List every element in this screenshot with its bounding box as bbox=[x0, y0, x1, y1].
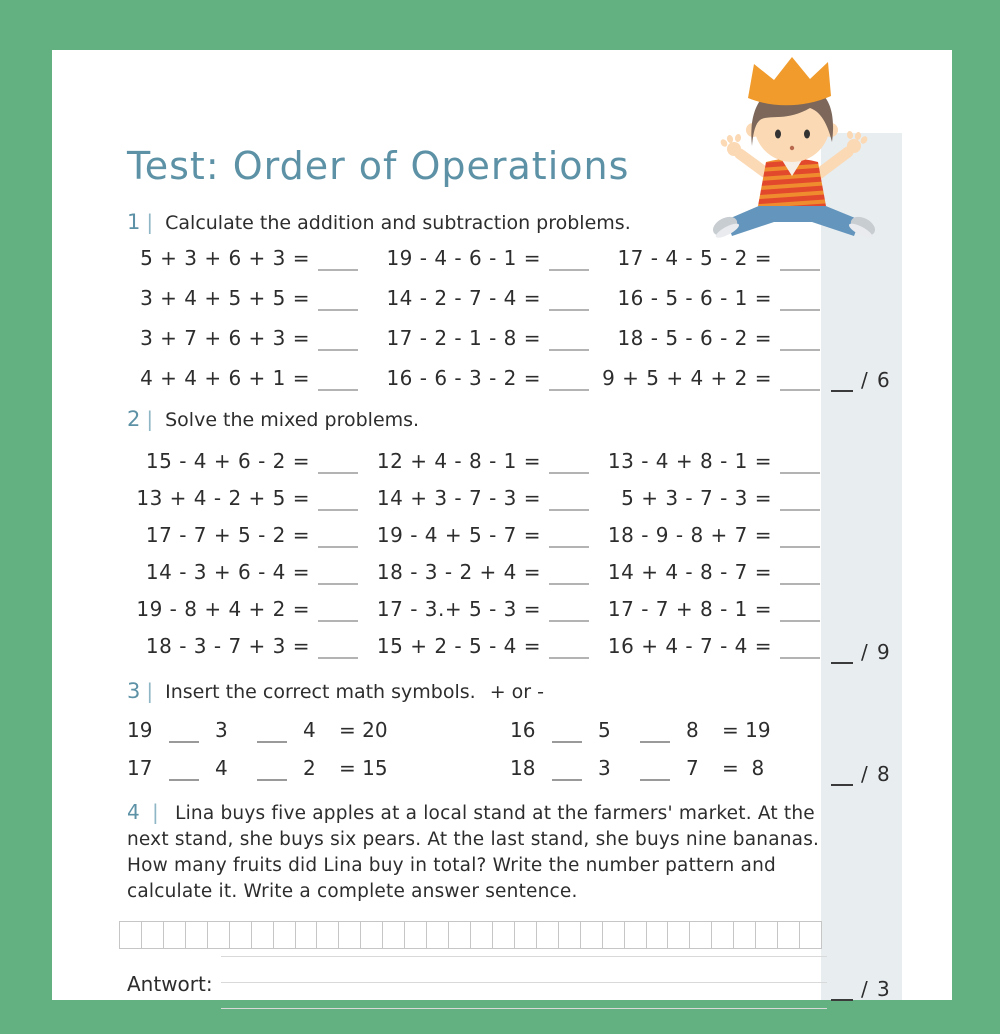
problem-row bbox=[127, 245, 827, 271]
section-3-divider: | bbox=[146, 678, 154, 703]
score-blank[interactable] bbox=[831, 644, 853, 664]
answer-blank[interactable] bbox=[780, 287, 820, 311]
operand: 18 bbox=[510, 755, 536, 780]
math-problem bbox=[358, 633, 589, 659]
score-blank[interactable] bbox=[831, 766, 853, 786]
problem-expression: 17 - 2 - 1 - 8 = bbox=[386, 325, 541, 350]
score-slash: / bbox=[861, 640, 868, 664]
score-blank[interactable] bbox=[831, 372, 853, 392]
answer-blank[interactable] bbox=[318, 450, 358, 474]
answer-blank[interactable] bbox=[318, 287, 358, 311]
answer-label: Antwort: bbox=[127, 971, 213, 996]
answer-writing-lines[interactable] bbox=[221, 956, 827, 1034]
grid-cell[interactable] bbox=[207, 921, 229, 949]
section-2-number: 2 bbox=[127, 406, 141, 431]
worksheet-page bbox=[52, 50, 952, 1000]
answer-blank[interactable] bbox=[549, 327, 589, 351]
answer-line[interactable] bbox=[221, 982, 827, 1008]
operand: 8 bbox=[686, 717, 699, 742]
math-problem bbox=[127, 596, 358, 622]
problem-expression: 18 - 3 - 7 + 3 = bbox=[145, 633, 310, 658]
score-column-band bbox=[821, 133, 902, 1000]
problem-expression: 18 - 3 - 2 + 4 = bbox=[376, 559, 541, 584]
math-problem bbox=[127, 245, 358, 271]
grid-cell[interactable] bbox=[536, 921, 558, 949]
grid-cell[interactable] bbox=[514, 921, 536, 949]
math-problem bbox=[589, 522, 820, 548]
problem-expression: 15 + 2 - 5 - 4 = bbox=[376, 633, 541, 658]
section-1-problems bbox=[127, 245, 827, 391]
grid-cell[interactable] bbox=[470, 921, 492, 949]
answer-blank[interactable] bbox=[549, 367, 589, 391]
symbol-problem bbox=[510, 717, 771, 743]
math-problem bbox=[358, 485, 589, 511]
score-slash: / bbox=[861, 762, 868, 786]
math-problem bbox=[127, 633, 358, 659]
grid-cell[interactable] bbox=[602, 921, 624, 949]
grid-cell[interactable] bbox=[295, 921, 317, 949]
math-problem bbox=[358, 245, 589, 271]
section-3-header bbox=[127, 679, 827, 703]
grid-cell[interactable] bbox=[382, 921, 404, 949]
operand: 16 bbox=[510, 717, 536, 742]
symbol-blank[interactable] bbox=[169, 759, 199, 781]
section-2-instruction: Solve the mixed problems. bbox=[165, 408, 420, 431]
problem-row bbox=[127, 485, 827, 511]
answer-blank[interactable] bbox=[318, 327, 358, 351]
problem-row bbox=[127, 285, 827, 311]
grid-cell[interactable] bbox=[667, 921, 689, 949]
problem-expression: 4 + 4 + 6 + 1 = bbox=[140, 365, 310, 390]
section-2-score bbox=[831, 640, 890, 664]
grid-cell[interactable] bbox=[448, 921, 470, 949]
math-problem bbox=[589, 596, 820, 622]
math-problem bbox=[358, 365, 589, 391]
section-4-text: Lina buys five apples at a local stand at the farmers' market. At the next stand, she buys six pears. At the last stand, she buys nine bananas. How many fruits did Lina buy in total? Write the number pattern and calculate it. Write a complete answer sentence. bbox=[127, 802, 820, 902]
grid-cell[interactable] bbox=[185, 921, 207, 949]
problem-expression: 19 - 4 - 6 - 1 = bbox=[386, 245, 541, 270]
math-problem bbox=[589, 448, 820, 474]
math-problem bbox=[127, 559, 358, 585]
grid-cell[interactable] bbox=[777, 921, 799, 949]
answer-blank[interactable] bbox=[549, 450, 589, 474]
math-problem bbox=[589, 285, 820, 311]
crown-icon bbox=[748, 57, 831, 105]
answer-blank[interactable] bbox=[549, 635, 589, 659]
section-3-score bbox=[831, 762, 890, 786]
math-problem bbox=[589, 365, 820, 391]
answer-blank[interactable] bbox=[549, 524, 589, 548]
answer-blank[interactable] bbox=[780, 487, 820, 511]
grid-cell[interactable] bbox=[229, 921, 251, 949]
score-total: 8 bbox=[877, 762, 890, 786]
answer-blank[interactable] bbox=[549, 598, 589, 622]
grid-cell[interactable] bbox=[404, 921, 426, 949]
math-problem bbox=[127, 325, 358, 351]
section-2-divider: | bbox=[146, 406, 154, 431]
score-slash: / bbox=[861, 368, 868, 392]
problem-expression: 13 + 4 - 2 + 5 = bbox=[136, 485, 310, 510]
grid-cell[interactable] bbox=[580, 921, 602, 949]
math-problem bbox=[358, 559, 589, 585]
math-problem bbox=[589, 325, 820, 351]
section-1-score bbox=[831, 368, 890, 392]
grid-cell[interactable] bbox=[755, 921, 777, 949]
answer-blank[interactable] bbox=[549, 487, 589, 511]
grid-cell[interactable] bbox=[163, 921, 185, 949]
problem-expression: 16 - 5 - 6 - 1 = bbox=[617, 285, 772, 310]
math-problem bbox=[127, 285, 358, 311]
grid-cell[interactable] bbox=[251, 921, 273, 949]
problem-expression: 19 - 4 + 5 - 7 = bbox=[376, 522, 541, 547]
problem-row bbox=[127, 325, 827, 351]
score-blank[interactable] bbox=[831, 981, 853, 1001]
grid-cell[interactable] bbox=[426, 921, 448, 949]
problem-row bbox=[127, 365, 827, 391]
answer-blank[interactable] bbox=[780, 367, 820, 391]
problem-expression: 16 - 6 - 3 - 2 = bbox=[386, 365, 541, 390]
math-problem bbox=[589, 559, 820, 585]
equation-result: = 15 bbox=[339, 755, 388, 780]
worksheet-content bbox=[52, 146, 827, 1034]
problem-expression: 17 - 4 - 5 - 2 = bbox=[617, 245, 772, 270]
answer-blank[interactable] bbox=[780, 247, 820, 271]
answer-blank[interactable] bbox=[549, 561, 589, 585]
section-3-symbols-hint: + or - bbox=[489, 680, 544, 703]
symbol-blank[interactable] bbox=[257, 759, 287, 781]
grid-cell[interactable] bbox=[141, 921, 163, 949]
right-eye bbox=[804, 130, 810, 139]
symbol-blank[interactable] bbox=[640, 721, 670, 743]
equation-result: = 19 bbox=[722, 717, 771, 742]
equation-result: = 20 bbox=[339, 717, 388, 742]
math-problem bbox=[358, 596, 589, 622]
problem-row bbox=[127, 448, 827, 474]
problem-row bbox=[127, 596, 827, 622]
equation-result: = 8 bbox=[722, 755, 765, 780]
problem-expression: 17 - 7 + 8 - 1 = bbox=[607, 596, 772, 621]
problem-expression: 15 - 4 + 6 - 2 = bbox=[145, 448, 310, 473]
problem-expression: 17 - 7 + 5 - 2 = bbox=[145, 522, 310, 547]
problem-expression: 3 + 4 + 5 + 5 = bbox=[140, 285, 310, 310]
section-3-instruction: Insert the correct math symbols. bbox=[165, 680, 476, 703]
grid-cell[interactable] bbox=[689, 921, 711, 949]
answer-blank[interactable] bbox=[318, 635, 358, 659]
math-problem bbox=[127, 448, 358, 474]
answer-blank[interactable] bbox=[780, 327, 820, 351]
problem-expression: 18 - 9 - 8 + 7 = bbox=[607, 522, 772, 547]
answer-blank[interactable] bbox=[318, 367, 358, 391]
answer-blank[interactable] bbox=[780, 561, 820, 585]
operand: 3 bbox=[598, 755, 611, 780]
math-problem bbox=[589, 485, 820, 511]
section-1-instruction: Calculate the addition and subtraction problems. bbox=[165, 211, 631, 234]
problem-expression: 9 + 5 + 4 + 2 = bbox=[602, 365, 772, 390]
section-2-header bbox=[127, 407, 827, 431]
score-total: 9 bbox=[877, 640, 890, 664]
answer-blank[interactable] bbox=[780, 524, 820, 548]
problem-expression: 16 + 4 - 7 - 4 = bbox=[607, 633, 772, 658]
problem-expression: 3 + 7 + 6 + 3 = bbox=[140, 325, 310, 350]
answer-blank[interactable] bbox=[318, 487, 358, 511]
operand: 2 bbox=[303, 755, 316, 780]
answer-block bbox=[127, 956, 827, 1034]
answer-blank[interactable] bbox=[549, 247, 589, 271]
symbol-problem bbox=[127, 755, 510, 781]
operand: 19 bbox=[127, 717, 153, 742]
symbol-problem-row bbox=[127, 717, 827, 743]
math-problem bbox=[358, 522, 589, 548]
symbol-blank[interactable] bbox=[257, 721, 287, 743]
operand: 5 bbox=[598, 717, 611, 742]
problem-expression: 5 + 3 - 7 - 3 = bbox=[621, 485, 772, 510]
calculation-grid bbox=[119, 921, 822, 949]
answer-blank[interactable] bbox=[318, 561, 358, 585]
operand: 17 bbox=[127, 755, 153, 780]
grid-cell[interactable] bbox=[338, 921, 360, 949]
grid-cell[interactable] bbox=[360, 921, 382, 949]
math-problem bbox=[358, 448, 589, 474]
problem-expression: 19 - 8 + 4 + 2 = bbox=[136, 596, 310, 621]
answer-line[interactable] bbox=[221, 1008, 827, 1034]
symbol-blank[interactable] bbox=[552, 721, 582, 743]
problem-expression: 5 + 3 + 6 + 3 = bbox=[140, 245, 310, 270]
problem-expression: 14 + 4 - 8 - 7 = bbox=[607, 559, 772, 584]
math-problem bbox=[127, 522, 358, 548]
grid-cell[interactable] bbox=[799, 921, 821, 949]
section-1-header bbox=[127, 210, 827, 234]
answer-blank[interactable] bbox=[780, 450, 820, 474]
page-title: Test: Order of Operations bbox=[127, 144, 630, 188]
math-problem bbox=[127, 365, 358, 391]
problem-row bbox=[127, 633, 827, 659]
problem-expression: 14 + 3 - 7 - 3 = bbox=[376, 485, 541, 510]
grid-cell[interactable] bbox=[273, 921, 295, 949]
symbol-problem bbox=[127, 717, 510, 743]
section-3-problems bbox=[127, 717, 827, 781]
grid-cell[interactable] bbox=[733, 921, 755, 949]
answer-blank[interactable] bbox=[318, 598, 358, 622]
grid-cell[interactable] bbox=[316, 921, 338, 949]
grid-cell[interactable] bbox=[119, 921, 141, 949]
grid-cell[interactable] bbox=[492, 921, 514, 949]
answer-blank[interactable] bbox=[780, 635, 820, 659]
math-problem bbox=[127, 485, 358, 511]
answer-blank[interactable] bbox=[318, 247, 358, 271]
section-4-word-problem bbox=[127, 799, 832, 905]
answer-blank[interactable] bbox=[549, 287, 589, 311]
math-problem bbox=[589, 245, 820, 271]
answer-line[interactable] bbox=[221, 956, 827, 982]
score-total: 6 bbox=[877, 368, 890, 392]
grid-cell[interactable] bbox=[624, 921, 646, 949]
section-4-number: 4 bbox=[127, 799, 140, 824]
operand: 3 bbox=[215, 717, 228, 742]
operand: 4 bbox=[303, 717, 316, 742]
math-problem bbox=[589, 633, 820, 659]
answer-blank[interactable] bbox=[780, 598, 820, 622]
math-problem bbox=[358, 325, 589, 351]
symbol-problem bbox=[510, 755, 764, 781]
math-problem bbox=[358, 285, 589, 311]
section-4-divider: | bbox=[152, 799, 159, 824]
problem-expression: 18 - 5 - 6 - 2 = bbox=[617, 325, 772, 350]
grid-cell[interactable] bbox=[646, 921, 668, 949]
problem-expression: 13 - 4 + 8 - 1 = bbox=[607, 448, 772, 473]
section-1-divider: | bbox=[146, 209, 154, 234]
score-slash: / bbox=[861, 977, 868, 1001]
problem-expression: 14 - 3 + 6 - 4 = bbox=[145, 559, 310, 584]
problem-row bbox=[127, 522, 827, 548]
section-3-number: 3 bbox=[127, 678, 141, 703]
problem-expression: 17 - 3.+ 5 - 3 = bbox=[376, 596, 541, 621]
section-2-problems bbox=[127, 448, 827, 659]
left-eye bbox=[775, 130, 781, 139]
grid-cell[interactable] bbox=[711, 921, 733, 949]
symbol-blank[interactable] bbox=[640, 759, 670, 781]
operand: 7 bbox=[686, 755, 699, 780]
symbol-problem-row bbox=[127, 755, 827, 781]
operand: 4 bbox=[215, 755, 228, 780]
section-1-number: 1 bbox=[127, 209, 141, 234]
symbol-blank[interactable] bbox=[169, 721, 199, 743]
problem-expression: 14 - 2 - 7 - 4 = bbox=[386, 285, 541, 310]
problem-expression: 12 + 4 - 8 - 1 = bbox=[376, 448, 541, 473]
symbol-blank[interactable] bbox=[552, 759, 582, 781]
grid-cell[interactable] bbox=[558, 921, 580, 949]
right-hand bbox=[846, 131, 868, 153]
section-4-score bbox=[831, 977, 890, 1001]
score-total: 3 bbox=[877, 977, 890, 1001]
answer-blank[interactable] bbox=[318, 524, 358, 548]
problem-row bbox=[127, 559, 827, 585]
